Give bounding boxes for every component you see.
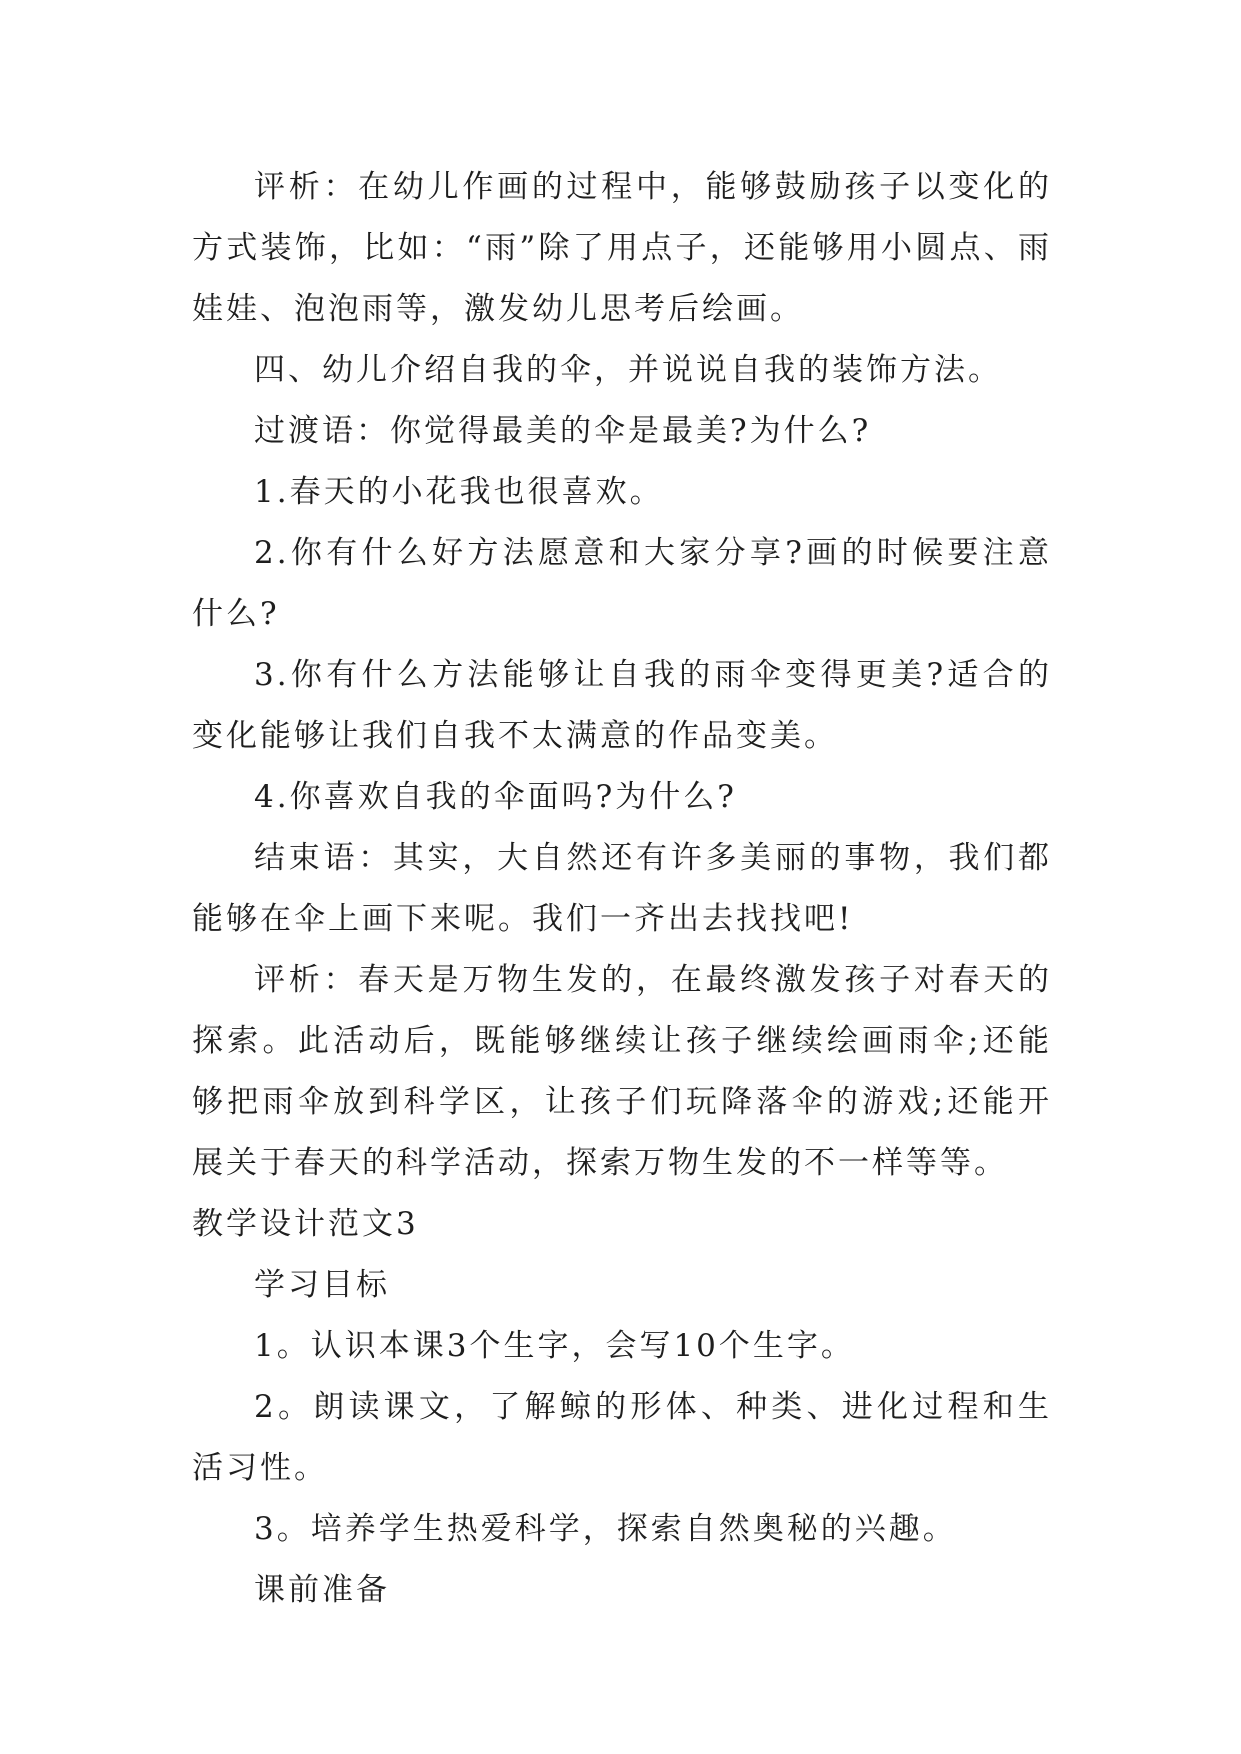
paragraph-evaluation-2: 评析：春天是万物生发的，在最终激发孩子对春天的探索。此活动后，既能够继续让孩子继续绘画雨伞;还能够把雨伞放到科学区，让孩子们玩降落伞的游戏;还能开展关于春天的科学活动，探索万物生发的不一样等等。 [192,962,1052,1181]
paragraph-transition: 过渡语：你觉得最美的伞是最美?为什么? [254,413,872,449]
paragraph-step-four: 四、幼儿介绍自我的伞，并说说自我的装饰方法。 [254,352,1002,388]
paragraph-item-2: 2.你有什么好方法愿意和大家分享?画的时候要注意什么? [192,535,1052,632]
paragraph-item-1: 1.春天的小花我也很喜欢。 [254,474,664,510]
paragraph-item-3: 3.你有什么方法能够让自我的雨伞变得更美?适合的变化能够让我们自我不太满意的作品变美。 [192,657,1052,754]
goal-item-1: 1。认识本课3个生字，会写10个生字。 [254,1328,855,1364]
paragraph-evaluation-1: 评析：在幼儿作画的过程中，能够鼓励孩子以变化的方式装饰，比如：“雨”除了用点子，还能够用小圆点、雨娃娃、泡泡雨等，激发幼儿思考后绘画。 [192,169,1052,327]
subheading-learning-goals: 学习目标 [254,1267,390,1303]
goal-item-3: 3。培养学生热爱科学，探索自然奥秘的兴趣。 [254,1511,957,1547]
document-body [192,157,1052,1621]
paragraph-conclusion: 结束语：其实，大自然还有许多美丽的事物，我们都能够在伞上画下来呢。我们一齐出去找找吧! [192,840,1052,937]
goal-item-2: 2。朗读课文，了解鲸的形体、种类、进化过程和生活习性。 [192,1389,1052,1486]
section-heading: 教学设计范文3 [192,1206,419,1242]
paragraph-item-4: 4.你喜欢自我的伞面吗?为什么? [254,779,737,815]
subheading-preparation: 课前准备 [254,1572,390,1608]
